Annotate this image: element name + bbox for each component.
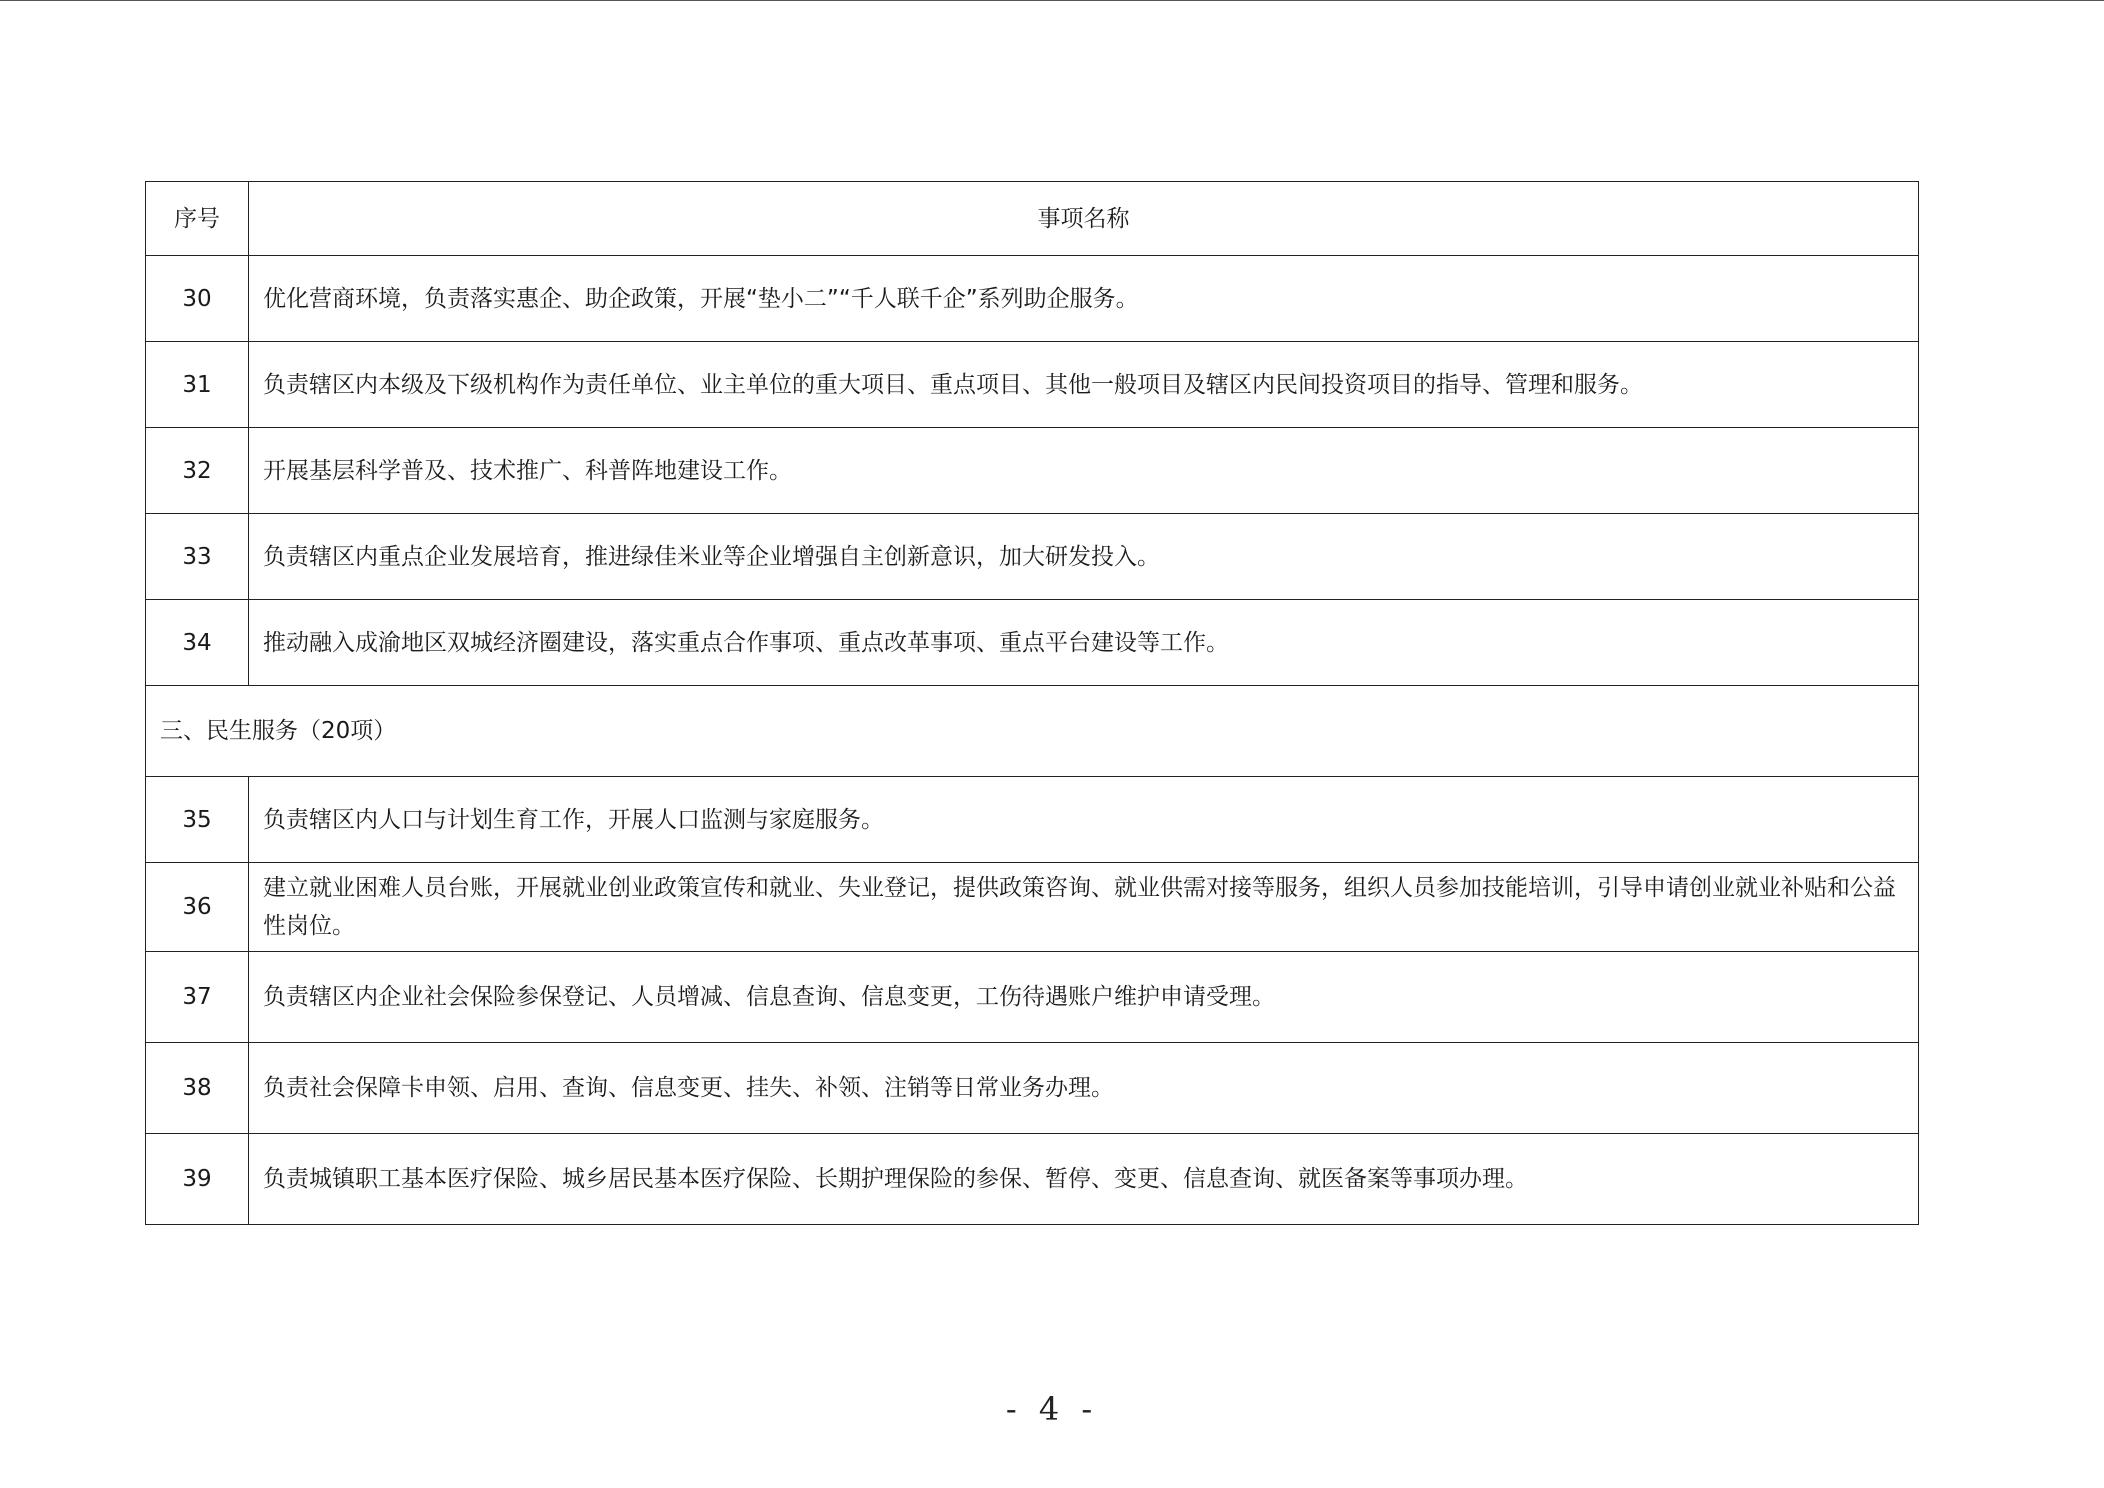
table-row	[146, 952, 1919, 1043]
table-row	[146, 256, 1919, 342]
table-row	[146, 514, 1919, 600]
row-number: 34	[146, 600, 249, 686]
page-top-border	[0, 0, 2104, 1]
row-number: 32	[146, 428, 249, 514]
table-row	[146, 777, 1919, 863]
header-item-name: 事项名称	[249, 182, 1919, 256]
row-item-name: 负责辖区内本级及下级机构作为责任单位、业主单位的重大项目、重点项目、其他一般项目及辖区内民间投资项目的指导、管理和服务。	[249, 342, 1919, 428]
row-item-name: 开展基层科学普及、技术推广、科普阵地建设工作。	[249, 428, 1919, 514]
table-row	[146, 1134, 1919, 1225]
row-number: 36	[146, 863, 249, 952]
table-row	[146, 863, 1919, 952]
table-row	[146, 600, 1919, 686]
row-item-name: 负责辖区内企业社会保险参保登记、人员增减、信息查询、信息变更，工伤待遇账户维护申请受理。	[249, 952, 1919, 1043]
row-number: 33	[146, 514, 249, 600]
page-number: - 4 -	[1005, 1390, 1099, 1428]
row-item-name: 负责辖区内人口与计划生育工作，开展人口监测与家庭服务。	[249, 777, 1919, 863]
section-heading: 三、民生服务（20项）	[146, 686, 1919, 777]
row-item-name: 推动融入成渝地区双城经济圈建设，落实重点合作事项、重点改革事项、重点平台建设等工作。	[249, 600, 1919, 686]
row-item-name: 建立就业困难人员台账，开展就业创业政策宣传和就业、失业登记，提供政策咨询、就业供需对接等服务，组织人员参加技能培训，引导申请创业就业补贴和公益性岗位。	[249, 863, 1919, 952]
matters-table	[145, 181, 1919, 1225]
row-number: 37	[146, 952, 249, 1043]
row-item-name: 负责城镇职工基本医疗保险、城乡居民基本医疗保险、长期护理保险的参保、暂停、变更、信息查询、就医备案等事项办理。	[249, 1134, 1919, 1225]
row-item-name: 优化营商环境，负责落实惠企、助企政策，开展“垫小二”“千人联千企”系列助企服务。	[249, 256, 1919, 342]
table-header-row	[146, 182, 1919, 256]
row-number: 38	[146, 1043, 249, 1134]
row-item-name: 负责辖区内重点企业发展培育，推进绿佳米业等企业增强自主创新意识，加大研发投入。	[249, 514, 1919, 600]
row-number: 30	[146, 256, 249, 342]
section-heading-row	[146, 686, 1919, 777]
row-number: 39	[146, 1134, 249, 1225]
row-item-name: 负责社会保障卡申领、启用、查询、信息变更、挂失、补领、注销等日常业务办理。	[249, 1043, 1919, 1134]
header-serial-number: 序号	[146, 182, 249, 256]
table-row	[146, 342, 1919, 428]
row-number: 35	[146, 777, 249, 863]
table-row	[146, 428, 1919, 514]
row-number: 31	[146, 342, 249, 428]
table-row	[146, 1043, 1919, 1134]
